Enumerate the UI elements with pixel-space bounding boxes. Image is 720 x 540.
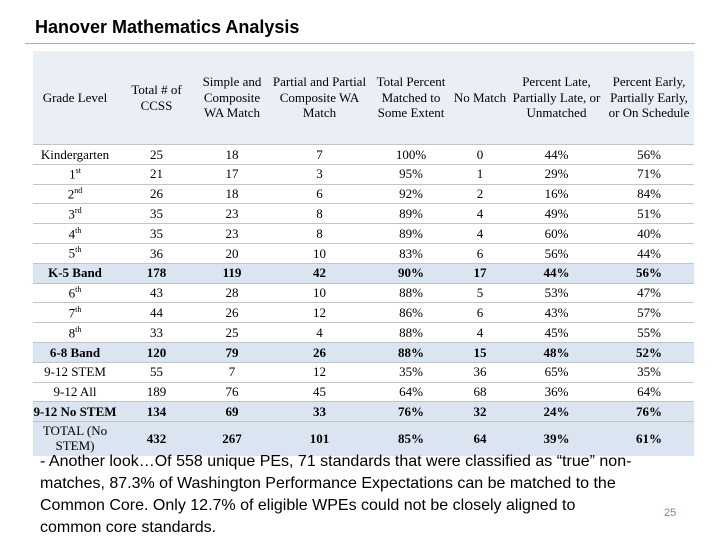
band-row — [33, 342, 694, 362]
header-percent-early: Percent Early, Partially Early, or On Schedule — [604, 51, 694, 145]
header-total-ccss: Total # of CCSS — [117, 51, 196, 145]
header-row — [33, 51, 694, 145]
footnote-text: - Another look…Of 558 unique PEs, 71 standards that were classified as “true” non-matches, 87.3% of Washington Performance Expectations can be matched to the Common Core. Only 12.7% of eligible WPEs could not be closely aligned to common core standards. — [40, 453, 632, 536]
cell-simple: 23 — [196, 204, 268, 224]
total-nomatch: 64 — [451, 422, 509, 457]
cell-matched: 64% — [371, 382, 451, 402]
cell-grade: 7th — [33, 303, 117, 323]
header-partial-composite: Partial and Partial Composite WA Match — [268, 51, 371, 145]
table-row — [33, 224, 694, 244]
cell-early: 52% — [604, 342, 694, 362]
band-row — [33, 402, 694, 422]
header-no-match: No Match — [451, 51, 509, 145]
cell-late: 56% — [509, 243, 604, 263]
cell-simple: 76 — [196, 382, 268, 402]
cell-total: 120 — [117, 342, 196, 362]
cell-late: 48% — [509, 342, 604, 362]
total-ccss: 432 — [117, 422, 196, 457]
band-row — [33, 263, 694, 283]
cell-early: 71% — [604, 164, 694, 184]
cell-nomatch: 17 — [451, 263, 509, 283]
table-row — [33, 303, 694, 323]
cell-grade: 4th — [33, 224, 117, 244]
cell-partial: 3 — [268, 164, 371, 184]
cell-total: 25 — [117, 145, 196, 165]
cell-early: 55% — [604, 323, 694, 343]
table-row — [33, 362, 694, 382]
cell-simple: 69 — [196, 402, 268, 422]
cell-early: 51% — [604, 204, 694, 224]
cell-grade: 2nd — [33, 184, 117, 204]
cell-total: 55 — [117, 362, 196, 382]
cell-nomatch: 15 — [451, 342, 509, 362]
cell-partial: 42 — [268, 263, 371, 283]
cell-total: 43 — [117, 283, 196, 303]
cell-grade: 3rd — [33, 204, 117, 224]
cell-late: 44% — [509, 263, 604, 283]
cell-partial: 10 — [268, 283, 371, 303]
cell-simple: 23 — [196, 224, 268, 244]
header-grade-level: Grade Level — [33, 51, 117, 145]
cell-late: 60% — [509, 224, 604, 244]
cell-matched: 76% — [371, 402, 451, 422]
cell-early: 40% — [604, 224, 694, 244]
cell-matched: 88% — [371, 283, 451, 303]
cell-nomatch: 32 — [451, 402, 509, 422]
cell-late: 44% — [509, 145, 604, 165]
cell-nomatch: 36 — [451, 362, 509, 382]
cell-total: 178 — [117, 263, 196, 283]
cell-late: 43% — [509, 303, 604, 323]
table-body — [33, 145, 694, 457]
cell-total: 33 — [117, 323, 196, 343]
table-row — [33, 145, 694, 165]
cell-partial: 8 — [268, 204, 371, 224]
cell-grade: 9-12 No STEM — [33, 402, 117, 422]
slide-title: Hanover Mathematics Analysis — [35, 17, 300, 37]
cell-nomatch: 6 — [451, 243, 509, 263]
total-partial: 101 — [268, 422, 371, 457]
cell-grade: 5th — [33, 243, 117, 263]
cell-simple: 20 — [196, 243, 268, 263]
cell-early: 47% — [604, 283, 694, 303]
cell-nomatch: 4 — [451, 323, 509, 343]
cell-grade: 9-12 All — [33, 382, 117, 402]
cell-simple: 18 — [196, 184, 268, 204]
cell-simple: 119 — [196, 263, 268, 283]
cell-grade: K-5 Band — [33, 263, 117, 283]
header-percent-late: Percent Late, Partially Late, or Unmatched — [509, 51, 604, 145]
cell-simple: 25 — [196, 323, 268, 343]
total-early: 61% — [604, 422, 694, 457]
cell-matched: 100% — [371, 145, 451, 165]
cell-matched: 86% — [371, 303, 451, 323]
cell-matched: 83% — [371, 243, 451, 263]
cell-matched: 89% — [371, 204, 451, 224]
page-number: 25 — [664, 507, 677, 519]
cell-nomatch: 6 — [451, 303, 509, 323]
cell-nomatch: 4 — [451, 224, 509, 244]
cell-nomatch: 0 — [451, 145, 509, 165]
cell-total: 35 — [117, 204, 196, 224]
cell-grade: 1st — [33, 164, 117, 184]
table-row — [33, 204, 694, 224]
total-late: 39% — [509, 422, 604, 457]
cell-grade: 6-8 Band — [33, 342, 117, 362]
total-matched: 85% — [371, 422, 451, 457]
cell-grade: Kindergarten — [33, 145, 117, 165]
cell-nomatch: 4 — [451, 204, 509, 224]
cell-early: 56% — [604, 145, 694, 165]
cell-nomatch: 2 — [451, 184, 509, 204]
cell-total: 44 — [117, 303, 196, 323]
cell-late: 36% — [509, 382, 604, 402]
cell-matched: 88% — [371, 342, 451, 362]
total-simple: 267 — [196, 422, 268, 457]
cell-late: 29% — [509, 164, 604, 184]
cell-early: 35% — [604, 362, 694, 382]
cell-partial: 12 — [268, 362, 371, 382]
cell-simple: 17 — [196, 164, 268, 184]
cell-total: 134 — [117, 402, 196, 422]
cell-total: 189 — [117, 382, 196, 402]
cell-partial: 12 — [268, 303, 371, 323]
table-row — [33, 164, 694, 184]
cell-early: 44% — [604, 243, 694, 263]
cell-early: 76% — [604, 402, 694, 422]
cell-matched: 90% — [371, 263, 451, 283]
cell-grade: 9-12 STEM — [33, 362, 117, 382]
cell-late: 53% — [509, 283, 604, 303]
cell-partial: 26 — [268, 342, 371, 362]
cell-nomatch: 5 — [451, 283, 509, 303]
cell-matched: 35% — [371, 362, 451, 382]
cell-total: 26 — [117, 184, 196, 204]
table-row — [33, 184, 694, 204]
cell-matched: 92% — [371, 184, 451, 204]
cell-simple: 79 — [196, 342, 268, 362]
cell-partial: 8 — [268, 224, 371, 244]
cell-late: 45% — [509, 323, 604, 343]
cell-partial: 7 — [268, 145, 371, 165]
cell-simple: 26 — [196, 303, 268, 323]
analysis-table — [33, 51, 694, 456]
cell-late: 49% — [509, 204, 604, 224]
cell-late: 65% — [509, 362, 604, 382]
cell-late: 16% — [509, 184, 604, 204]
title-underline — [25, 43, 695, 44]
cell-simple: 18 — [196, 145, 268, 165]
table-row — [33, 382, 694, 402]
cell-grade: 6th — [33, 283, 117, 303]
table-row — [33, 243, 694, 263]
cell-nomatch: 1 — [451, 164, 509, 184]
cell-simple: 28 — [196, 283, 268, 303]
cell-partial: 45 — [268, 382, 371, 402]
cell-early: 64% — [604, 382, 694, 402]
cell-late: 24% — [509, 402, 604, 422]
table-row — [33, 283, 694, 303]
cell-matched: 95% — [371, 164, 451, 184]
header-simple-composite: Simple and Composite WA Match — [196, 51, 268, 145]
cell-partial: 6 — [268, 184, 371, 204]
cell-partial: 4 — [268, 323, 371, 343]
cell-partial: 10 — [268, 243, 371, 263]
cell-early: 57% — [604, 303, 694, 323]
cell-simple: 7 — [196, 362, 268, 382]
cell-grade: 8th — [33, 323, 117, 343]
total-grade: TOTAL (No STEM) — [33, 422, 117, 457]
cell-nomatch: 68 — [451, 382, 509, 402]
table-row — [33, 323, 694, 343]
cell-matched: 88% — [371, 323, 451, 343]
cell-total: 35 — [117, 224, 196, 244]
cell-partial: 33 — [268, 402, 371, 422]
cell-total: 21 — [117, 164, 196, 184]
header-total-percent-matched: Total Percent Matched to Some Extent — [371, 51, 451, 145]
cell-early: 84% — [604, 184, 694, 204]
cell-matched: 89% — [371, 224, 451, 244]
cell-early: 56% — [604, 263, 694, 283]
cell-total: 36 — [117, 243, 196, 263]
